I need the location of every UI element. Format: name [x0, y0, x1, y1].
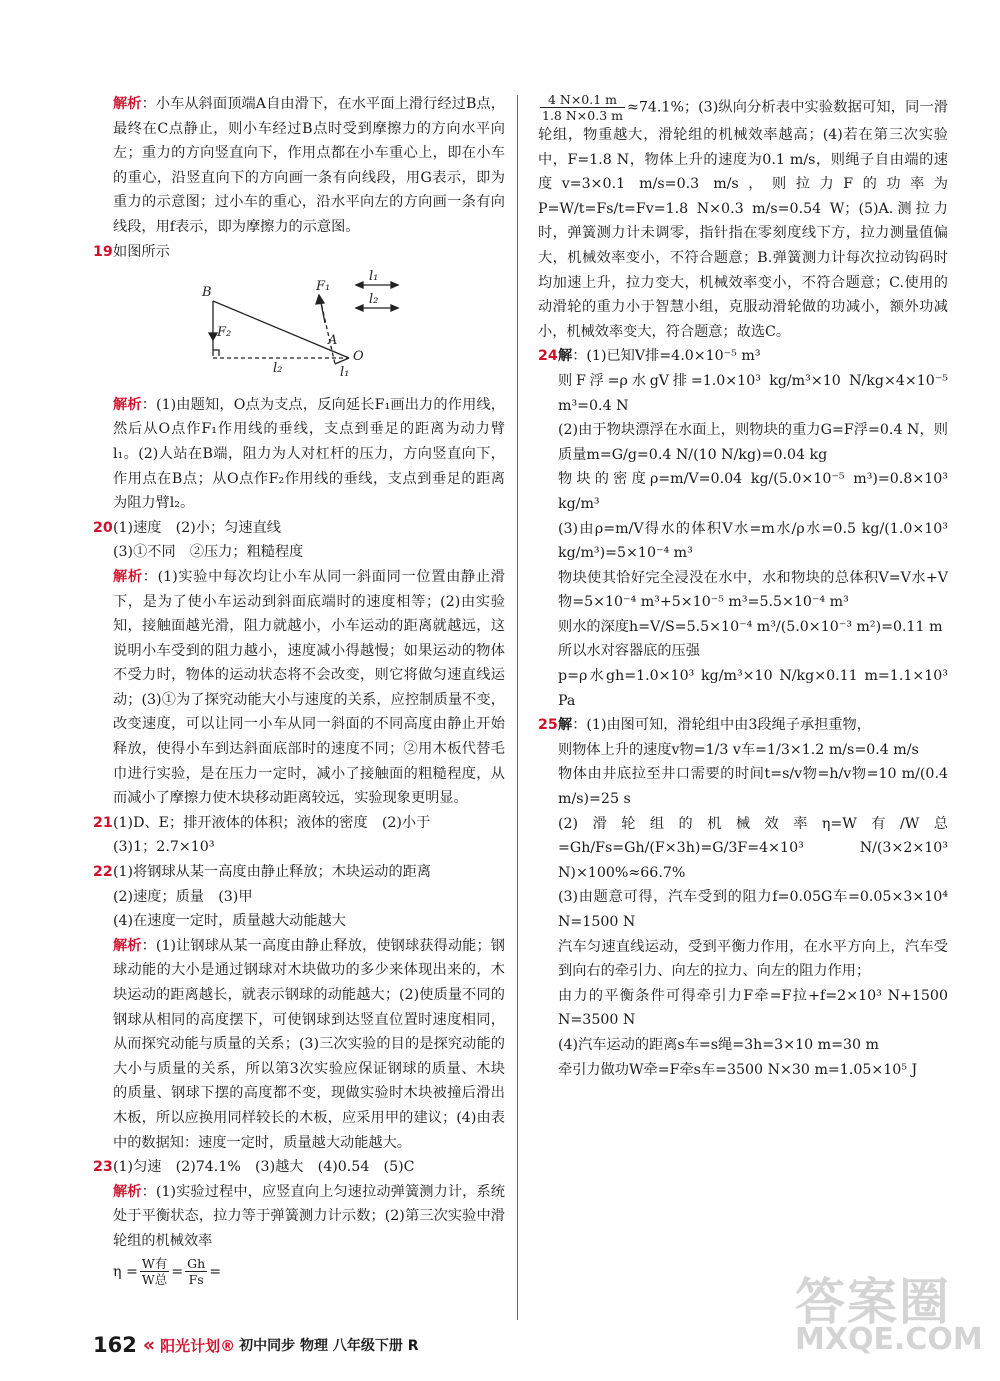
- analysis-label: 解析: [113, 396, 142, 413]
- q21-answer-line2: (3)1；2.7×10³: [113, 839, 215, 856]
- q25-line: (4)汽车运动的距离s车=s绳=3h=3×10 m=30 m: [558, 1036, 880, 1053]
- q22-answer: 22(1)将钢球从某一高度由静止释放；木块运动的距离: [93, 860, 505, 885]
- q20-analysis: 解析：(1)实验中每次均让小车从同一斜面同一位置由静止滑下，是为了使小车运动到斜面底端时的速度相等；(2)由实验知，接触面越光滑，阻力就越小，小车运动的距离就越远，这说明小车受到的阻力越小，速度减小得越慢；如果运动的物体不受力时，物体的运动状态将不会改变，则它将做匀速直线运动；(3)①为了探究动能大小与速度的关系，应控制质量不变，改变速度，可以让同一小车从同一斜面的不同高度由静止开始释放，使得小车到达斜面底部时的速度不同；②用木板代替毛巾进行实验，是在压力一定时，减小了接触面的粗糙程度，从而减小了摩擦力使木块移动距离较远，实验现象更明显。: [113, 568, 505, 807]
- book-series: 初中同步 物理 八年级下册 R: [239, 1338, 419, 1354]
- f2-arrow: [209, 333, 217, 340]
- page-number: 162: [93, 1333, 137, 1357]
- analysis-label: 解析: [113, 568, 143, 585]
- question-number: 25: [538, 717, 558, 734]
- q24-line: 物块的密度ρ=m/V=0.04 kg/(5.0×10⁻⁵ m³)=0.8×10³ kg/m³: [558, 471, 948, 512]
- label-l1-legend: l₁: [369, 269, 379, 285]
- label-o: O: [353, 349, 364, 365]
- q20-answer-line2: (3)①不同 ②压力；粗糙程度: [113, 544, 304, 561]
- solution-label: 解: [558, 717, 573, 734]
- q20-answer: 20(1)速度 (2)小；匀速直线: [93, 516, 505, 541]
- q25-line: 牵引力做功W牵=F牵s车=3500 N×30 m=1.05×10⁵ J: [558, 1061, 918, 1078]
- fraction: $\frac{4 N\times 0.1 m}{1.8 N\times 0.3 m}$: [542, 92, 623, 123]
- analysis-label: 解析: [113, 937, 142, 954]
- label-f2: F₂: [217, 325, 232, 341]
- q24-line: 则F浮=ρ水gV排=1.0×10³ kg/m³×10 N/kg×4×10⁻⁵ m³=0.4 N: [558, 372, 948, 414]
- label-l2-on-figure: l₂: [273, 361, 283, 377]
- question-number: 24: [538, 348, 558, 365]
- l2-legend-arrow-left: [356, 305, 363, 311]
- question-number: 21: [93, 814, 113, 831]
- watermark: [795, 1262, 983, 1372]
- q25-line: 则物体上升的速度v物=1/3 v车=1/3×1.2 m/s=0.4 m/s: [558, 741, 919, 758]
- left-column: [93, 92, 505, 1290]
- q24-line: 所以水对容器底的压强: [558, 643, 700, 660]
- q18-analysis: 解析：小车从斜面顶端A自由滑下，在水平面上滑行经过B点，最终在C点静止，则小车经过B点时受到摩擦力的方向水平向左；重力的方向竖直向下，作用点都在小车重心上，即在小车的重心，沿竖直向下的方向画一条有向线段，用G表示，即为重力的示意图；过小车的重心，沿水平向左的方向画一条有向线段，用f表示，即为摩擦力的示意图。: [113, 96, 505, 235]
- l1-legend-arrow-right: [391, 282, 398, 288]
- q25-line: (3)由题意可得，汽车受到的阻力f=0.05G车=0.05×3×10⁴ N=1500 N: [558, 889, 948, 930]
- label-f1: F₁: [316, 279, 331, 295]
- brand-name: 阳光计划®: [160, 1336, 236, 1355]
- q19-answer: 19如图所示: [93, 240, 505, 265]
- label-a: A: [328, 333, 338, 349]
- q24-line: p=ρ水gh=1.0×10³ kg/m³×10 N/kg×0.11 m=1.1×10³ Pa: [558, 668, 948, 709]
- analysis-label: 解析: [113, 96, 142, 112]
- fraction: $\frac{\text{W有}}{\text{W总}}$: [141, 1256, 168, 1288]
- l2-legend-arrow-right: [391, 305, 398, 311]
- q25-solution: 25解：(1)由图可知，滑轮组中由3段绳子承担重物，: [538, 713, 948, 738]
- right-column: [538, 92, 948, 1082]
- q23-analysis: 解析：(1)实验过程中，应竖直向上匀速拉动弹簧测力计，系统处于平衡状态，拉力等于弹簧测力计示数；(2)第三次实验中滑轮组的机械效率: [113, 1183, 505, 1249]
- f1-arrow: [316, 295, 324, 304]
- q21-answer: 21(1)D、E；排开液体的体积；液体的密度 (2)小于: [93, 811, 505, 836]
- label-b: B: [202, 285, 212, 301]
- q24-line: 物块使其恰好完全浸没在水中，水和物块的总体积V=V水+V物=5×10⁻⁴ m³+5×10⁻⁵ m³=5.5×10⁻⁴ m³: [558, 569, 948, 611]
- q22-answer-line2: (2)速度；质量 (3)甲: [113, 888, 253, 905]
- q25-line: 由力的平衡条件可得牵引力F牵=F拉+f=2×10³ N+1500 N=3500 N: [558, 987, 948, 1029]
- label-l1-on-figure: l₁: [340, 365, 350, 379]
- q23-analysis-continued: $\frac{4 N\times 0.1 m}{1.8 N\times 0.3 m}$ ≈74.1%；(3)纵向分析表中实验数据可知，同一滑轮组，物重越大，滑轮组的机械效率越高；(4)若在第三次实验中，F=1.8 N，物体上升的速度为0.1 m/s，则绳子自由端的速度v=3×0.1 m/s=0.3 m/s，则拉力F的功率为P=W/t=Fs/t=Fv=1.8 N×0.3 m/s=0.54 W；(5)A.测拉力时，弹簧测力计未调零，指针指在零刻度线下方，拉力测量值偏大，机械效率变小，不符合题意；B.弹簧测力计每次拉动钩码时均加速上升，拉力变大，机械效率变小，不符合题意；C.使用的动滑轮的重力小于智慧小组，克服动滑轮做的功减小，额外功减小，机械效率变大，符合题意；故选C。: [538, 92, 948, 340]
- q24-line: 则水的深度h=V/S=5.5×10⁻⁴ m³/(5.0×10⁻³ m²)=0.11 m: [558, 618, 943, 635]
- l1-line: [335, 358, 349, 364]
- q25-line: 汽车匀速直线运动，受到平衡力作用，在水平方向上，汽车受到向右的牵引力、向左的拉力、向左的阻力作用；: [558, 938, 948, 980]
- page-footer: [93, 1333, 419, 1357]
- lever-bar: [213, 301, 349, 358]
- question-number: 23: [93, 1159, 113, 1176]
- right-angle-mark: [213, 350, 219, 356]
- question-number: 19: [93, 243, 113, 260]
- lever-figure: [113, 268, 505, 387]
- q24-line: (2)由于物块漂浮在水面上，则物块的重力G=F浮=0.4 N，则质量m=G/g=0.4 N/(10 N/kg)=0.04 kg: [558, 422, 948, 463]
- q25-line: (2)滑轮组的机械效率η=W有/W总=Gh/Fs=Gh/(F×3h)=G/3F=4×10³ N/(3×2×10³ N)×100%≈66.7%: [558, 815, 948, 881]
- q24-solution: 24解：(1)已知V排=4.0×10⁻⁵ m³: [538, 344, 948, 369]
- solution-label: 解: [558, 348, 573, 365]
- q23-answer: 23(1)匀速 (2)74.1% (3)越大 (4)0.54 (5)C: [93, 1155, 505, 1180]
- question-number: 22: [93, 864, 113, 881]
- watermark-url: MXQE.COM: [795, 1322, 983, 1357]
- fraction: $\frac{Gh}{Fs}$: [187, 1256, 206, 1288]
- analysis-label: 解析: [113, 1183, 142, 1200]
- l1-legend-arrow-left: [356, 282, 363, 288]
- label-l2-legend: l₂: [369, 292, 379, 308]
- q25-line: 物体由井底拉至井口需要的时间t=s/v物=h/v物=10 m/(0.4 m/s)=25 s: [558, 766, 948, 808]
- question-number: 20: [93, 519, 113, 536]
- q23-efficiency-formula: η = $\frac{\text{W有}}{\text{W总}}$ = $\frac{Gh}{Fs}$ =: [113, 1256, 222, 1288]
- q22-answer-line3: (4)在速度一定时，质量越大动能越大: [113, 913, 346, 930]
- q19-analysis: 解析：(1)由题知，O点为支点，反向延长F₁画出力的作用线，然后从O点作F₁作用线的垂线，支点到垂足的距离为动力臂l₁。(2)人站在B端，阻力为人对杠杆的压力，方向竖直向下，作用点在B点；从O点作F₂作用线的垂线，支点到垂足的距离为阻力臂l₂。: [113, 396, 505, 512]
- q24-line: (3)由ρ=m/V得水的体积V水=m水/ρ水=0.5 kg/(1.0×10³ kg/m³)=5×10⁻⁴ m³: [558, 520, 948, 562]
- double-chevron-icon: «: [142, 1334, 156, 1356]
- q22-analysis: 解析：(1)让钢球从某一高度由静止释放，使钢球获得动能；钢球动能的大小是通过钢球对木块做功的多少来体现出来的，木块运动的距离越长，就表示钢球的动能越大；(2)使质量不同的钢球从相同的高度摆下，可使钢球到达竖直位置时速度相同，从而探究动能与质量的关系；(3)三次实验的目的是探究动能的大小与质量的关系，所以第3次实验应保证钢球的质量、木块的质量、钢球下摆的高度都不变，现做实验时木块被撞后滑出木板，所以应换用同样较长的木板，应采用甲的建议；(4)由表中的数据知：速度一定时，质量越大动能越大。: [113, 937, 505, 1151]
- column-divider: [517, 95, 518, 1320]
- watermark-text: 答案圈: [795, 1273, 951, 1331]
